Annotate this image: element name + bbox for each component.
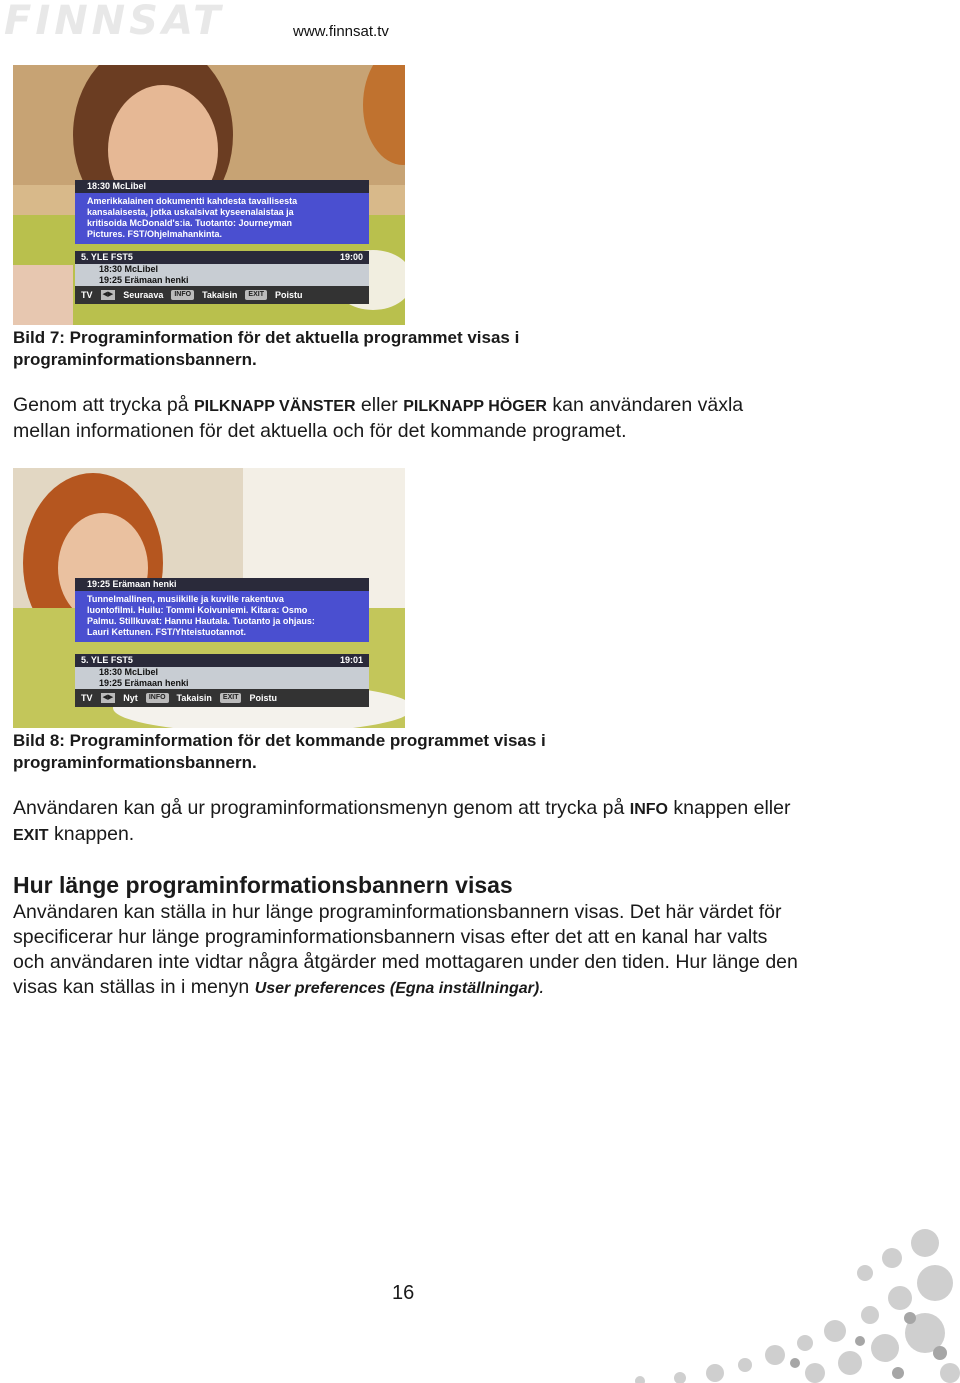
osd-channel-banner [75,251,369,304]
osd-schedule-row: 19:25 Erämaan henki [99,275,189,285]
osd-schedule-row: 18:30 McLibel [99,667,159,677]
paragraph-arrow-keys: Genom att trycka på PILKNAPP VÄNSTER eller PILKNAPP HÖGER kan användaren växla mellan informationen för det aktuella och för det kommande programet. [13,394,744,442]
osd-program-title: 19:25 Erämaan henki [75,578,369,591]
osd-description-line: Lauri Kettunen. FST/Yhteistuotannot. [87,627,246,637]
figure-7-caption: Bild 7: Programinformation för det aktuella programmet visas i programinformationsbannern. [13,328,520,369]
info-key-icon: INFO [171,290,194,300]
osd-description-line: Tunnelmallinen, musiikille ja kuville rakentuva [87,594,284,604]
osd-clock: 19:01 [339,655,363,665]
osd-channel-banner [75,654,369,707]
osd-button-bar [75,689,369,707]
osd-info-label: Takaisin [202,289,238,300]
section-heading: Hur länge programinformationsbannern visas [13,872,513,898]
decorative-dots-pattern [580,1223,960,1383]
osd-schedule-row: 18:30 McLibel [99,264,159,274]
osd-info-label: Takaisin [176,692,212,703]
osd-info-panel [75,578,369,642]
osd-exit-label: Poistu [274,289,303,300]
finnsat-logo: FINNSAT [4,0,225,44]
section-body: Användaren kan ställa in hur länge programinformationsbannern visas. Det här värdet för specificerar hur länge programinformationsbannern visas efter det att en kanal har valts och användaren inte vidtar några åtgärder med mottagaren under den tiden. Hur länge den visas kan ställas in i menyn User preferences (Egna inställningar). [13,901,798,998]
osd-info-panel [75,180,369,244]
left-right-arrows-icon: ◀▶ [102,694,114,701]
osd-nav-label: Seuraava [123,289,164,300]
paragraph-exit-info: Användaren kan gå ur programinformationsmenyn genom att trycka på INFO knappen eller EXIT knappen. [13,797,791,845]
osd-program-title: 18:30 McLibel [75,180,369,193]
osd-nav-label: Nyt [123,692,138,703]
osd-description-line: Pictures. FST/Ohjelmahankinta. [87,229,223,239]
header-url[interactable]: www.finnsat.tv [293,23,389,40]
osd-channel-name: 5. YLE FST5 [81,655,133,665]
left-right-arrows-icon: ◀▶ [102,291,114,298]
osd-description-line: Palmu. Stillkuvat: Hannu Hautala. Tuotanto ja ohjaus: [87,616,315,626]
info-key-icon: INFO [146,693,169,703]
osd-schedule-row: 19:25 Erämaan henki [99,678,189,688]
page-number: 16 [392,1282,415,1304]
osd-description-line: kritisoida McDonald's:ia. Tuotanto: Journeyman [87,218,292,228]
exit-key-icon: EXIT [220,693,242,703]
osd-exit-label: Poistu [249,692,277,703]
osd-tv-label: TV [81,289,93,300]
osd-channel-name: 5. YLE FST5 [81,252,133,262]
figure-8-screenshot [13,468,405,728]
osd-tv-label: TV [81,692,93,703]
osd-clock: 19:00 [339,252,363,262]
osd-button-bar [75,286,369,304]
figure-7-screenshot [13,65,405,325]
exit-key-icon: EXIT [245,290,267,300]
osd-description-line: luontofilmi. Huilu: Tommi Koivuniemi. Kitara: Osmo [87,605,308,615]
figure-8-caption: Bild 8: Programinformation för det kommande programmet visas i programinformationsbannern. [13,731,546,772]
osd-description-line: kansalaisesta, jotka uskalsivat kyseenalaistaa ja [87,207,294,217]
osd-description-line: Amerikkalainen dokumentti kahdesta tavallisesta [87,196,298,206]
